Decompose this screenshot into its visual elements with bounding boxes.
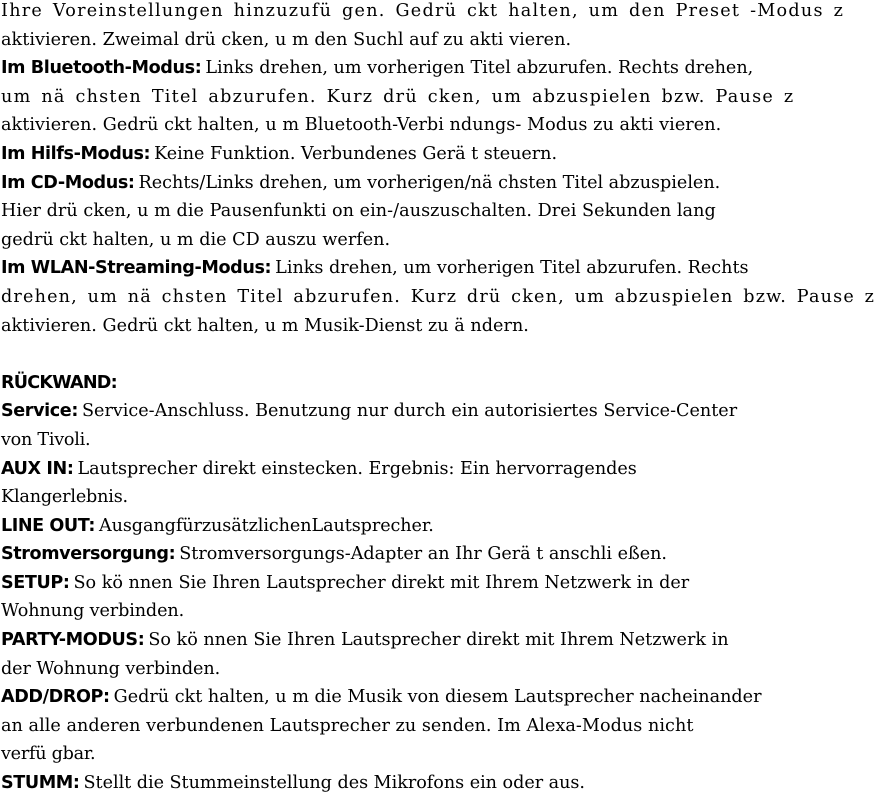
- party-label: PARTY-MODUS:: [1, 630, 145, 651]
- mute-label: STUMM:: [1, 773, 80, 794]
- lineout-section: [1, 512, 877, 541]
- cd-label: Im CD-Modus:: [1, 172, 135, 193]
- adddrop-section: [1, 683, 877, 712]
- spacer: [1, 340, 877, 369]
- wlan-section: [1, 254, 877, 283]
- party-line-1: So kö nnen Sie Ihren Lautsprecher direkt mit Ihrem Netzwerk in: [148, 630, 729, 651]
- lineout-line-1: AusgangfürzusätzlichenLautsprecher.: [98, 515, 434, 536]
- cd-line-2: Hier drü cken, u m die Pausenfunkti on ein-/auszuschalten. Drei Sekunden lang: [1, 201, 716, 222]
- rear-heading: RÜCKWAND:: [1, 372, 117, 393]
- setup-line-1: So kö nnen Sie Ihren Lautsprecher direkt mit Ihrem Netzwerk in der: [73, 572, 690, 593]
- bluetooth-line-1: Links drehen, um vorherigen Titel abzurufen. Rechts drehen,: [205, 58, 754, 79]
- aux-line-2: Klangerlebnis.: [1, 487, 128, 508]
- adddrop-label: ADD/DROP:: [1, 687, 110, 708]
- bluetooth-line-3: aktivieren. Gedrü ckt halten, u m Bluetooth-Verbi ndungs- Modus zu akti vieren.: [1, 115, 722, 136]
- service-section: [1, 397, 877, 426]
- adddrop-line-2: an alle anderen verbundenen Lautsprecher zu senden. Im Alexa-Modus nicht: [1, 715, 694, 736]
- aux-section: [1, 455, 877, 484]
- wlan-line-3: aktivieren. Gedrü ckt halten, u m Musik-Dienst zu ä ndern.: [1, 315, 529, 336]
- service-line-1: Service-Anschluss. Benutzung nur durch ein autorisiertes Service-Center: [81, 401, 738, 422]
- party-line-2: der Wohnung verbinden.: [1, 658, 221, 679]
- bluetooth-label: Im Bluetooth-Modus:: [1, 58, 202, 79]
- intro-line-2: aktivieren. Zweimal drü cken, u m den Suchl auf zu akti vieren.: [1, 29, 572, 50]
- mute-section: [1, 769, 877, 798]
- lineout-label: LINE OUT:: [1, 515, 95, 536]
- bluetooth-section: [1, 54, 877, 83]
- cd-line-3: gedrü ckt halten, u m die CD auszu werfen.: [1, 229, 391, 250]
- service-line-2: von Tivoli.: [1, 429, 91, 450]
- party-section: [1, 626, 877, 655]
- wlan-line-1: Links drehen, um vorherigen Titel abzurufen. Rechts: [275, 258, 749, 279]
- intro-line-1: Ihre Voreinstellungen hinzuzufü gen. Gedrü ckt halten, um den Preset -Modus z: [1, 1, 845, 21]
- setup-line-2: Wohnung verbinden.: [1, 601, 185, 622]
- cd-line-1: Rechts/Links drehen, um vorherigen/nä chsten Titel abzuspielen.: [138, 172, 721, 193]
- power-section: [1, 540, 877, 569]
- help-section: [1, 140, 877, 169]
- aux-label: AUX IN:: [1, 458, 74, 479]
- help-label: Im Hilfs-Modus:: [1, 143, 151, 164]
- help-line-1: Keine Funktion. Verbundenes Gerä t steuern.: [154, 143, 557, 164]
- aux-line-1: Lautsprecher direkt einstecken. Ergebnis: Ein hervorragendes: [77, 458, 637, 479]
- wlan-label: Im WLAN-Streaming-Modus:: [1, 258, 272, 279]
- cd-section: [1, 169, 877, 198]
- setup-label: SETUP:: [1, 572, 70, 593]
- power-label: Stromversorgung:: [1, 544, 176, 565]
- manual-page: [1, 0, 877, 798]
- setup-section: [1, 569, 877, 598]
- mute-line-1: Stellt die Stummeinstellung des Mikrofons ein oder aus.: [83, 773, 585, 794]
- wlan-line-2: drehen, um nä chsten Titel abzurufen. Kurz drü cken, um abzuspielen bzw. Pause z: [1, 286, 876, 307]
- rear-heading-row: [1, 369, 877, 398]
- power-line-1: Stromversorgungs-Adapter an Ihr Gerä t anschli eßen.: [179, 544, 667, 565]
- adddrop-line-3: verfü gbar.: [1, 744, 96, 765]
- adddrop-line-1: Gedrü ckt halten, u m die Musik von diesem Lautsprecher nacheinander: [113, 687, 762, 708]
- bluetooth-line-2: um nä chsten Titel abzurufen. Kurz drü cken, um abzuspielen bzw. Pause z: [1, 86, 795, 107]
- service-label: Service:: [1, 401, 78, 422]
